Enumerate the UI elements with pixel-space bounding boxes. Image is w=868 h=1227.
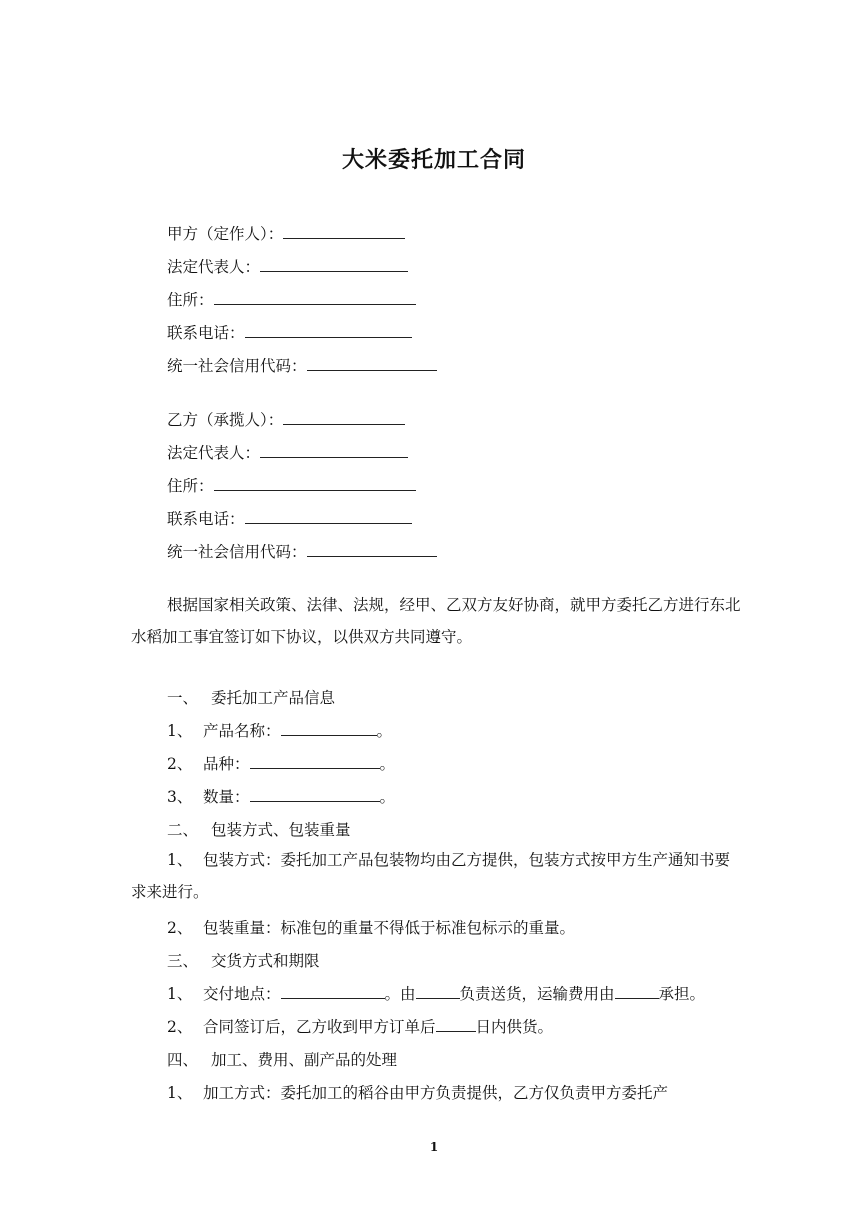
section-1-heading — [167, 686, 335, 708]
party-b-phone-label: 联系电话： — [167, 510, 245, 528]
section-4-title: 加工、费用、副产品的处理 — [211, 1051, 398, 1069]
party-a-phone-label: 联系电话： — [167, 324, 245, 342]
s2-item-1 — [131, 844, 741, 908]
delivery-days-blank[interactable] — [436, 1017, 476, 1032]
party-b-phone-line — [167, 507, 412, 529]
s2-item-2 — [167, 916, 575, 938]
party-b-rep-label: 法定代表人： — [167, 444, 261, 462]
party-b-address-line — [167, 474, 416, 496]
s3-item-2 — [167, 1015, 553, 1037]
s3-item-2-text-a: 合同签订后，乙方收到甲方订单后 — [203, 1018, 436, 1036]
party-a-address-blank[interactable] — [214, 290, 416, 305]
party-b-rep-blank[interactable] — [260, 443, 408, 458]
s3-item-1-label: 交付地点： — [203, 985, 281, 1003]
s3-item-1-number: 1、 — [167, 985, 193, 1003]
party-a-rep-label: 法定代表人： — [167, 258, 261, 276]
s4-item-1-number: 1、 — [167, 1084, 193, 1102]
s1-item-3-end: 。 — [379, 788, 396, 806]
s3-item-1-text-d: 承担。 — [658, 985, 706, 1003]
s1-item-1-number: 1、 — [167, 722, 193, 740]
party-a-phone-blank[interactable] — [245, 323, 412, 338]
party-a-address-label: 住所： — [167, 291, 214, 309]
delivery-party-blank[interactable] — [416, 984, 460, 999]
party-a-rep-line — [167, 255, 408, 277]
section-2-title: 包装方式、包装重量 — [211, 821, 351, 839]
party-a-rep-blank[interactable] — [260, 257, 408, 272]
party-b-blank[interactable] — [283, 410, 405, 425]
s1-item-2 — [167, 752, 395, 774]
party-b-credit-line — [167, 540, 437, 562]
freight-party-blank[interactable] — [615, 984, 659, 999]
party-b-phone-blank[interactable] — [245, 509, 412, 524]
s2-item-1-text: 包装方式：委托加工产品包装物均由乙方提供，包装方式按甲方生产通知书要求来进行。 — [131, 851, 731, 901]
party-a-line — [167, 222, 405, 244]
s2-item-1-number: 1、 — [167, 851, 193, 869]
party-b-label: 乙方（承揽人）： — [167, 411, 284, 429]
s1-item-2-number: 2、 — [167, 755, 193, 773]
s1-item-1-end: 。 — [376, 722, 393, 740]
party-a-credit-line — [167, 354, 437, 376]
s1-item-1-label: 产品名称： — [203, 722, 281, 740]
party-b-credit-label: 统一社会信用代码： — [167, 543, 307, 561]
s1-item-3 — [167, 785, 395, 807]
quantity-blank[interactable] — [250, 787, 380, 802]
page-number: 1 — [429, 1140, 439, 1154]
party-a-credit-label: 统一社会信用代码： — [167, 357, 307, 375]
product-name-blank[interactable] — [281, 721, 377, 736]
s3-item-2-number: 2、 — [167, 1018, 193, 1036]
s3-item-1-text-c: 负责送货，运输费用由 — [459, 985, 615, 1003]
s4-item-1-text: 加工方式：委托加工的稻谷由甲方负责提供，乙方仅负责甲方委托产 — [203, 1084, 669, 1102]
section-2-number: 二、 — [167, 821, 199, 839]
preamble-paragraph: 根据国家相关政策、法律、法规，经甲、乙双方友好协商，就甲方委托乙方进行东北水稻加工事宜签订如下协议，以供双方共同遵守。 — [131, 596, 741, 646]
s1-item-3-label: 数量： — [203, 788, 250, 806]
section-1-title: 委托加工产品信息 — [211, 689, 336, 707]
s3-item-1-text-b: 。由 — [384, 985, 416, 1003]
s1-item-2-label: 品种： — [203, 755, 250, 773]
delivery-place-blank[interactable] — [281, 984, 385, 999]
party-b-line — [167, 408, 405, 430]
s3-item-2-text-b: 日内供货。 — [475, 1018, 554, 1036]
document-title: 大米委托加工合同 — [341, 147, 526, 173]
party-b-address-label: 住所： — [167, 477, 214, 495]
party-a-address-line — [167, 288, 416, 310]
s1-item-3-number: 3、 — [167, 788, 193, 806]
party-b-credit-blank[interactable] — [307, 542, 437, 557]
party-a-blank[interactable] — [283, 224, 405, 239]
section-1-number: 一、 — [167, 689, 199, 707]
s1-item-2-end: 。 — [379, 755, 396, 773]
party-b-address-blank[interactable] — [214, 476, 416, 491]
party-a-credit-blank[interactable] — [307, 356, 437, 371]
s3-item-1 — [167, 982, 705, 1004]
section-2-heading — [167, 818, 351, 840]
section-3-heading — [167, 949, 320, 971]
s2-item-2-number: 2、 — [167, 919, 193, 937]
s1-item-1 — [167, 719, 392, 741]
party-a-label: 甲方（定作人）： — [167, 225, 284, 243]
s2-item-2-text: 包装重量：标准包的重量不得低于标准包标示的重量。 — [203, 919, 576, 937]
section-3-number: 三、 — [167, 952, 199, 970]
section-3-title: 交货方式和期限 — [211, 952, 320, 970]
section-4-number: 四、 — [167, 1051, 199, 1069]
variety-blank[interactable] — [250, 754, 380, 769]
party-b-rep-line — [167, 441, 408, 463]
party-a-phone-line — [167, 321, 412, 343]
section-4-heading — [167, 1048, 397, 1070]
s4-item-1 — [167, 1081, 668, 1103]
